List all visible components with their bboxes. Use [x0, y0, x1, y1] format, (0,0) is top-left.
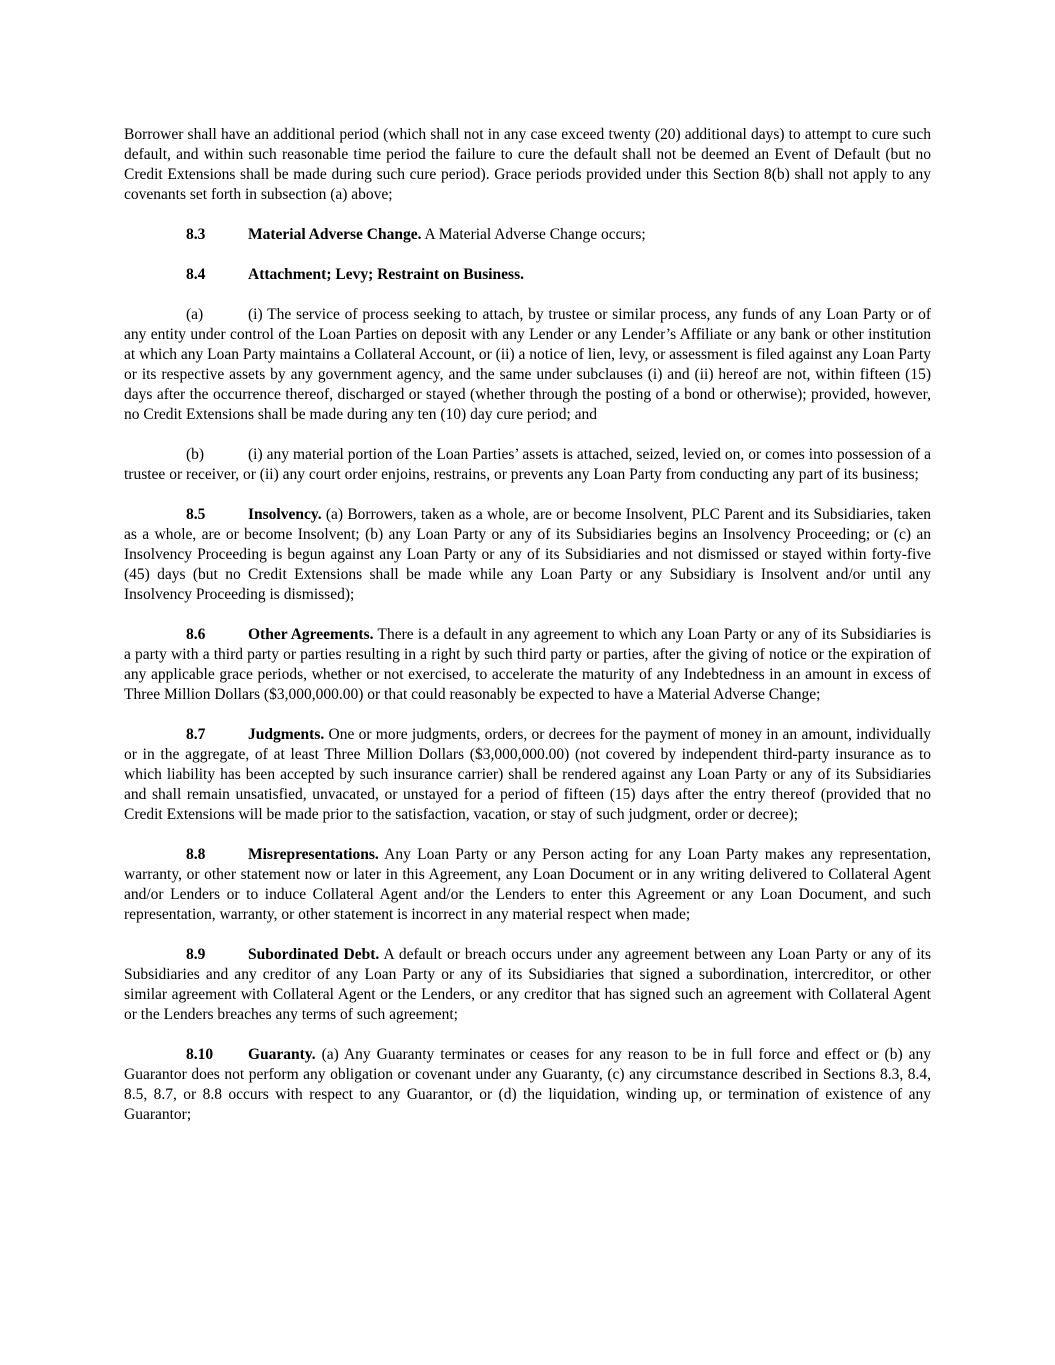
section-number: 8.4: [186, 266, 206, 283]
subsection-text: (i) any material portion of the Loan Parties’ assets is attached, seized, levied on, or comes into possession of a trustee or receiver, or (ii) any court order enjoins, restrains, or prevents any Loan Party from conducting any part of its business;: [124, 446, 931, 483]
section-text: There is a default in any agreement to which any Loan Party or any of its Subsidiaries is a party with a third party or parties resulting in a right by such third party or parties, after the giving of notice or the expiration of any applicable grace periods, whether or not exercised, to accelerate the maturity of any Indebtedness in an amount in excess of Three Million Dollars ($3,000,000.00) or that could reasonably be expected to have a Material Adverse Change;: [124, 626, 931, 703]
section-title: Subordinated Debt.: [248, 946, 380, 963]
section-number: 8.3: [186, 226, 206, 243]
section-text: A default or breach occurs under any agreement between any Loan Party or any of its Subsidiaries and any creditor of any Loan Party or any of its Subsidiaries that signed a subordination, intercreditor, or other similar agreement with Collateral Agent or the Lenders, or any creditor that has signed such an agreement with Collateral Agent or the Lenders breaches any terms of such agreement;: [124, 946, 932, 1023]
section-8-4: [186, 265, 931, 285]
subsection-label: (b): [186, 446, 205, 463]
section-number: 8.10: [186, 1046, 214, 1063]
section-8-9: [124, 945, 931, 1025]
section-8-6: [124, 625, 931, 705]
section-8-8: [124, 845, 931, 925]
section-8-10: [124, 1045, 931, 1125]
section-number: 8.9: [186, 946, 206, 963]
section-8-4-a: [124, 305, 931, 425]
section-title: Other Agreements.: [248, 626, 374, 643]
continuation-paragraph: Borrower shall have an additional period (which shall not in any case exceed twenty (20) additional days) to attempt to cure such default, and within such reasonable time period the failure to cure the default shall not be deemed an Event of Default (but no Credit Extensions shall be made during such cure period). Grace periods provided under this Section 8(b) shall not apply to any covenants set forth in subsection (a) above;: [124, 126, 931, 203]
section-text: Any Loan Party or any Person acting for any Loan Party makes any representation, warranty, or other statement now or later in this Agreement, any Loan Document or in any writing delivered to Collateral Agent and/or Lenders or to induce Collateral Agent and/or the Lenders to enter this Agreement or any Loan Document, and such representation, warranty, or other statement is incorrect in any material respect when made;: [124, 846, 931, 923]
section-title: Judgments.: [248, 726, 325, 743]
section-number: 8.6: [186, 626, 206, 643]
section-text: (a) Borrowers, taken as a whole, are or become Insolvent, PLC Parent and its Subsidiaries, taken as a whole, are or become Insolvent; (b) any Loan Party or any of its Subsidiaries begins an Insolvency Proceeding; or (c) an Insolvency Proceeding is begun against any Loan Party or any of its Subsidiaries and not dismissed or stayed within forty-five (45) days (but no Credit Extensions shall be made while any Loan Party or any Subsidiary is Insolvent and/or until any Insolvency Proceeding is dismissed);: [124, 506, 931, 603]
section-8-4-b: [124, 445, 931, 485]
section-text: A Material Adverse Change occurs;: [421, 226, 646, 243]
section-8-3: [186, 225, 931, 245]
section-text: One or more judgments, orders, or decrees for the payment of money in an amount, individually or in the aggregate, of at least Three Million Dollars ($3,000,000.00) (not covered by independent third-party insurance as to which liability has been accepted by such insurance carrier) shall be rendered against any Loan Party or any of its Subsidiaries and shall remain unsatisfied, unvacated, or unstayed for a period of fifteen (15) days after the entry thereof (provided that no Credit Extensions will be made prior to the satisfaction, vacation, or stay of such judgment, order or decree);: [124, 726, 931, 823]
section-text: (a) Any Guaranty terminates or ceases for any reason to be in full force and effect or (b) any Guarantor does not perform any obligation or covenant under any Guaranty, (c) any circumstance described in Sections 8.3, 8.4, 8.5, 8.7, or 8.8 occurs with respect to any Guarantor, or (d) the liquidation, winding up, or termination of existence of any Guarantor;: [124, 1046, 931, 1123]
section-title: Material Adverse Change.: [248, 226, 422, 243]
section-8-7: [124, 725, 931, 825]
subsection-label: (a): [186, 306, 204, 323]
section-8-5: [124, 505, 931, 605]
section-number: 8.7: [186, 726, 206, 743]
section-title: Insolvency.: [248, 506, 322, 523]
subsection-text: (i) The service of process seeking to attach, by trustee or similar process, any funds of any Loan Party or of any entity under control of the Loan Parties on deposit with any Lender or any Lender’s Affiliate or any bank or other institution at which any Loan Party maintains a Collateral Account, or (ii) a notice of lien, levy, or assessment is filed against any Loan Party or its respective assets by any government agency, and the same under subclauses (i) and (ii) hereof are not, within fifteen (15) days after the occurrence thereof, discharged or stayed (whether through the posting of a bond or otherwise); provided, however, no Credit Extensions shall be made during any ten (10) day cure period; and: [124, 306, 931, 423]
section-title: Attachment; Levy; Restraint on Business.: [248, 266, 524, 283]
section-number: 8.5: [186, 506, 206, 523]
section-title: Guaranty.: [248, 1046, 316, 1063]
section-number: 8.8: [186, 846, 206, 863]
section-title: Misrepresentations.: [248, 846, 379, 863]
